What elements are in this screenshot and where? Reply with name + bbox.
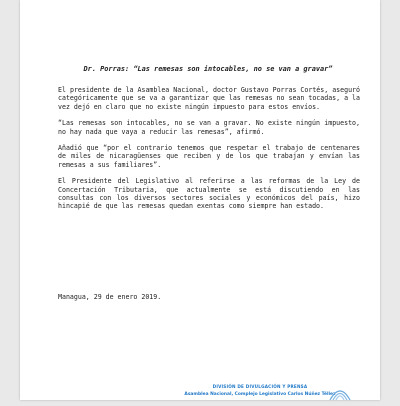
- document-body: [58, 86, 360, 219]
- dateline: Managua, 29 de enero 2019.: [58, 293, 162, 301]
- document-page: [20, 0, 380, 400]
- paragraph-1: El presidente de la Asamblea Nacional, doctor Gustavo Porras Cortés, aseguró categóricamente que se va a garantizar que las remesas no sean tocadas, a la vez dejó en claro que no existe ningún impuesto para estos envíos.: [58, 86, 360, 111]
- paragraph-3: Añadió que “por el contrario tenemos que respetar el trabajo de centenares de miles de nicaragüenses que reciben y de los que trabajan y envían las remesas a sus familiares”.: [58, 144, 360, 169]
- footer-institution: Asamblea Nacional, Complejo Legislativo Carlos Núñez Téllez: [184, 392, 336, 397]
- national-assembly-seal-icon: [328, 380, 352, 406]
- paragraph-4: El Presidente del Legislativo al referirse a las reformas de la Ley de Concertación Tributaria, que actualmente se está discutiendo en las consultas con los diversos sectores sociales y económicos del país, hizo hincapié de que las remesas quedan exentas como siempre han estado.: [58, 177, 360, 211]
- footer-division: DIVISIÓN DE DIVULGACIÓN Y PRENSA: [212, 384, 308, 389]
- letterhead-footer: [170, 384, 350, 397]
- document-title: Dr. Porras: “Las remesas son intocables, no se van a gravar”: [83, 65, 333, 73]
- paragraph-2: “Las remesas son intocables, no se van a gravar. No existe ningún impuesto, no hay nada que vaya a reducir las remesas”, afirmó.: [58, 119, 360, 136]
